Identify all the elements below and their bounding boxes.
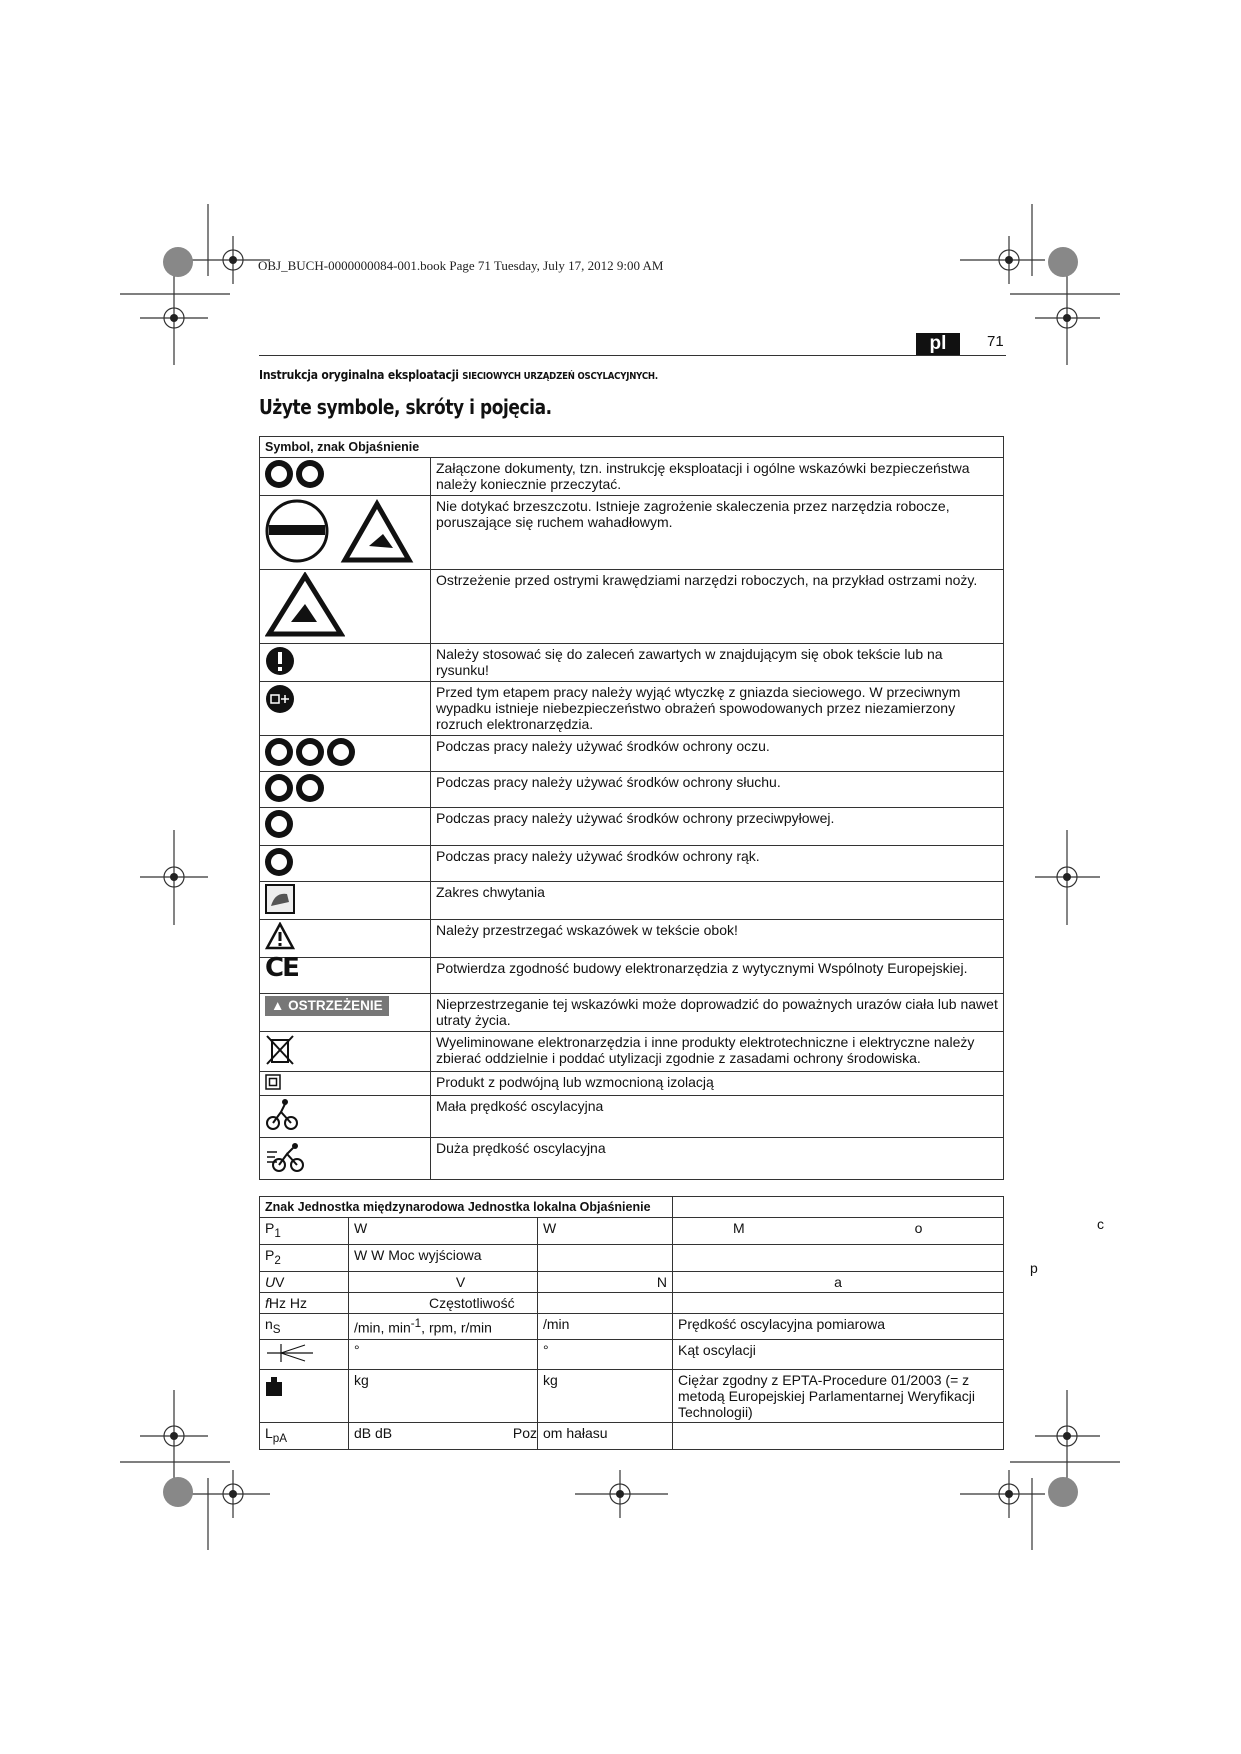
table-row bbox=[260, 1096, 1004, 1138]
row-text: Ostrzeżenie przed ostrymi krawędziami narzędzi roboczych, na przykład ostrzami noży. bbox=[431, 570, 1004, 644]
cell-explanation: Kąt oscylacji bbox=[673, 1340, 1004, 1370]
document-subtitle bbox=[259, 368, 658, 382]
dust-mask-icon bbox=[260, 808, 431, 846]
cell-explanation bbox=[673, 1292, 1004, 1313]
table-row bbox=[260, 920, 1004, 958]
unplug-icon bbox=[260, 682, 431, 736]
table-row bbox=[260, 570, 1004, 644]
overflow-char: p bbox=[1030, 1260, 1038, 1276]
cell-explanation: a bbox=[673, 1271, 1004, 1292]
cell-symbol: UV bbox=[260, 1271, 349, 1292]
header-rule bbox=[259, 355, 1006, 356]
table-row bbox=[260, 772, 1004, 808]
eye-protection-icon bbox=[260, 736, 431, 772]
weee-bin-icon bbox=[260, 1032, 431, 1072]
row-text: Nie dotykać brzeszczotu. Istnieje zagrożenie skaleczenia przez narzędzia robocze, poruszające się ruchem wahadłowym. bbox=[431, 496, 1004, 570]
cell-explanation: Ciężar zgodny z EPTA-Procedure 01/2003 (= z metodą Europejskiej Parlamentarnej Weryfikacji Technologii) bbox=[673, 1370, 1004, 1423]
oscillation-angle-icon bbox=[260, 1340, 349, 1370]
symbols-table-header bbox=[260, 437, 1004, 458]
row-text: Podczas pracy należy używać środków ochrony oczu. bbox=[431, 736, 1004, 772]
cell-intl-unit: V bbox=[349, 1271, 538, 1292]
row-text: Załączone dokumenty, tzn. instrukcję eksploatacji i ogólne wskazówki bezpieczeństwa należy koniecznie przeczytać. bbox=[431, 458, 1004, 496]
cell-explanation bbox=[673, 1244, 1004, 1271]
table-row bbox=[260, 682, 1004, 736]
row-text: Zakres chwytania bbox=[431, 882, 1004, 920]
language-tab: pl bbox=[916, 333, 960, 355]
symbols-table bbox=[259, 436, 1004, 1180]
cell-symbol: $P_1$ bbox=[260, 1218, 349, 1245]
cell-local-unit: N bbox=[538, 1271, 673, 1292]
symbols-header-cell: Symbol, znak Objaśnienie bbox=[260, 437, 1004, 458]
row-text: Przed tym etapem pracy należy wyjąć wtyczkę z gniazda sieciowego. W przeciwnym wypadku istnieje niebezpieczeństwo obrażeń spowodowanych przez niezamierzony rozruch elektronarzędzia. bbox=[431, 682, 1004, 736]
row-text: Nieprzestrzeganie tej wskazówki może doprowadzić do poważnych urazów ciała lub nawet utraty życia. bbox=[431, 994, 1004, 1032]
table-row bbox=[260, 644, 1004, 682]
units-header-cell: Znak Jednostka międzynarodowa Jednostka lokalna Objaśnienie bbox=[260, 1197, 673, 1218]
row-text: Należy przestrzegać wskazówek w tekście obok! bbox=[431, 920, 1004, 958]
sharp-edge-warning-icon bbox=[260, 570, 431, 644]
cell-local-unit: kg bbox=[538, 1370, 673, 1423]
cell-explanation: M o bbox=[673, 1218, 1004, 1245]
row-text: Mała prędkość oscylacyjna bbox=[431, 1096, 1004, 1138]
row-text: Produkt z podwójną lub wzmocnioną izolacją bbox=[431, 1072, 1004, 1096]
blade-warning-icon bbox=[260, 496, 431, 570]
cell-symbol: $n_S$ bbox=[260, 1313, 349, 1340]
warning-label-icon bbox=[260, 994, 431, 1032]
row-text: Wyeliminowane elektronarzędzia i inne produkty elektrotechniczne i elektryczne należy zbierać oddzielnie i poddać utylizacji zgodnie z zasadami ochrony środowiska. bbox=[431, 1032, 1004, 1072]
table-row bbox=[260, 1313, 1004, 1340]
cell-symbol: $L_{pA}$ bbox=[260, 1423, 349, 1450]
cell-explanation bbox=[673, 1423, 1004, 1450]
table-row bbox=[260, 1072, 1004, 1096]
cell-intl-unit: Częstotliwość bbox=[349, 1292, 538, 1313]
subtitle-smallcaps: SIECIOWYCH URZĄDZEŃ OSCYLACYJNYCH. bbox=[462, 371, 658, 382]
cell-intl-unit: /min, $\min^{-1}$, rpm, r/min bbox=[349, 1313, 538, 1340]
cell-local-unit: om hałasu bbox=[538, 1423, 673, 1450]
table-row bbox=[260, 882, 1004, 920]
cell-local-unit: ° bbox=[538, 1340, 673, 1370]
cell-local-unit bbox=[538, 1244, 673, 1271]
table-row bbox=[260, 994, 1004, 1032]
cell-local-unit: /min bbox=[538, 1313, 673, 1340]
weight-icon bbox=[260, 1370, 349, 1423]
cell-intl-unit: ° bbox=[349, 1340, 538, 1370]
row-text: Należy stosować się do zaleceń zawartych w znajdującym się obok tekście lub na rysunku! bbox=[431, 644, 1004, 682]
row-text: Duża prędkość oscylacyjna bbox=[431, 1138, 1004, 1180]
fast-bicycle-icon bbox=[260, 1138, 431, 1180]
double-insulation-icon bbox=[260, 1072, 431, 1096]
gloves-icon bbox=[260, 846, 431, 882]
cell-local-unit: W bbox=[538, 1218, 673, 1245]
units-table bbox=[259, 1196, 1004, 1450]
cell-explanation: Prędkość oscylacyjna pomiarowa bbox=[673, 1313, 1004, 1340]
cell-intl-unit: dB dB Poz bbox=[349, 1423, 538, 1450]
subtitle-main: Instrukcja oryginalna eksploatacji bbox=[259, 368, 463, 382]
cell-symbol: $P_2$ bbox=[260, 1244, 349, 1271]
units-table-header bbox=[260, 1197, 1004, 1218]
table-row bbox=[260, 458, 1004, 496]
ce-mark-icon: CE bbox=[260, 958, 431, 994]
table-row bbox=[260, 808, 1004, 846]
row-text: Podczas pracy należy używać środków ochrony przeciwpyłowej. bbox=[431, 808, 1004, 846]
units-header-empty bbox=[673, 1197, 1004, 1218]
page-number: 71 bbox=[987, 333, 1004, 350]
table-row bbox=[260, 1244, 1004, 1271]
table-row bbox=[260, 1032, 1004, 1072]
ear-protection-icon bbox=[260, 772, 431, 808]
table-row bbox=[260, 736, 1004, 772]
row-text: Podczas pracy należy używać środków ochrony słuchu. bbox=[431, 772, 1004, 808]
cell-intl-unit: kg bbox=[349, 1370, 538, 1423]
exclamation-icon bbox=[260, 644, 431, 682]
book-info-line: OBJ_BUCH-0000000084-001.book Page 71 Tuesday, July 17, 2012 9:00 AM bbox=[258, 258, 664, 273]
table-row bbox=[260, 1370, 1004, 1423]
row-text: Potwierdza zgodność budowy elektronarzędzia z wytycznymi Wspólnoty Europejskiej. bbox=[431, 958, 1004, 994]
table-row bbox=[260, 846, 1004, 882]
read-manual-icon bbox=[260, 458, 431, 496]
caution-triangle-icon bbox=[260, 920, 431, 958]
overflow-char: c bbox=[1097, 1216, 1104, 1232]
table-row bbox=[260, 1218, 1004, 1245]
cell-symbol: fHz Hz bbox=[260, 1292, 349, 1313]
cell-intl-unit: W W Moc wyjściowa bbox=[349, 1244, 538, 1271]
table-row bbox=[260, 1271, 1004, 1292]
row-text: Podczas pracy należy używać środków ochrony rąk. bbox=[431, 846, 1004, 882]
table-row bbox=[260, 1292, 1004, 1313]
slow-bicycle-icon bbox=[260, 1096, 431, 1138]
warning-label: ▲ OSTRZEŻENIE bbox=[265, 996, 389, 1016]
table-row bbox=[260, 1340, 1004, 1370]
table-row bbox=[260, 496, 1004, 570]
section-title: Użyte symbole, skróty i pojęcia. bbox=[259, 395, 552, 419]
cell-local-unit bbox=[538, 1292, 673, 1313]
table-row bbox=[260, 958, 1004, 994]
grip-area-icon bbox=[260, 882, 431, 920]
cell-intl-unit: W bbox=[349, 1218, 538, 1245]
table-row bbox=[260, 1138, 1004, 1180]
table-row bbox=[260, 1423, 1004, 1450]
